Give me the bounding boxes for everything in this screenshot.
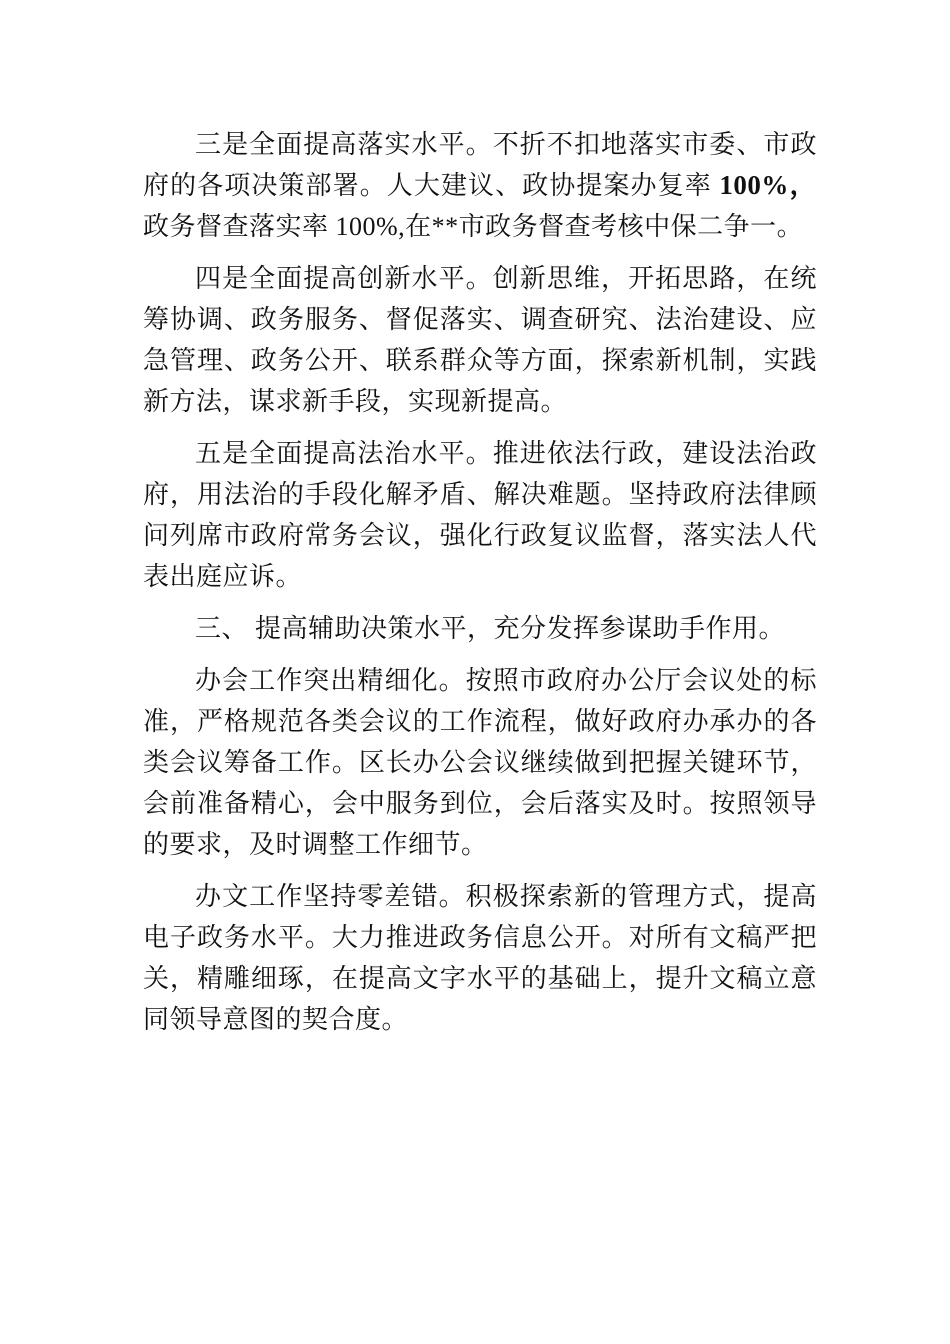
paragraph-5 <box>143 660 817 865</box>
bold-text-run: 100%， <box>719 170 817 200</box>
paragraph-6 <box>143 876 817 1040</box>
text-run: 四是全面提高创新水平。创新思维，开拓思路，在统筹协调、政务服务、督促落实、调查研究、法治建设、应急管理、政务公开、联系群众等方面，探索新机制，实践新方法，谋求新手段，实现新提高。 <box>143 264 817 416</box>
paragraph-1 <box>143 124 817 247</box>
text-run: 办文工作坚持零差错。积极探索新的管理方式，提高电子政务水平。大力推进政务信息公开。对所有文稿严把关，精雕细琢，在提高文字水平的基础上，提升文稿立意同领导意图的契合度。 <box>143 882 817 1034</box>
document-body <box>143 124 817 1040</box>
text-run: 三是全面提高落实水平。不折不扣地落实市委、市政府的各项决策部署。人大建议、政协提案办复率 <box>143 130 817 200</box>
text-run: 三、 提高辅助决策水平，充分发挥参谋助手作用。 <box>195 614 786 643</box>
text-run: 办会工作突出精细化。按照市政府办公厅会议处的标准，严格规范各类会议的工作流程，做好政府办承办的各类会议筹备工作。区长办公会议继续做到把握关键环节，会前准备精心，会中服务到位，会后落实及时。按照领导的要求，及时调整工作细节。 <box>143 666 817 859</box>
paragraph-2 <box>143 258 817 422</box>
paragraph-4 <box>143 608 817 649</box>
text-run: 政务督查落实率 100%,在**市政务督查考核中保二争一。 <box>143 212 804 241</box>
paragraph-3 <box>143 433 817 597</box>
text-run: 五是全面提高法治水平。推进依法行政，建设法治政府，用法治的手段化解矛盾、解决难题。坚持政府法律顾问列席市政府常务会议，强化行政复议监督，落实法人代表出庭应诉。 <box>143 439 817 591</box>
